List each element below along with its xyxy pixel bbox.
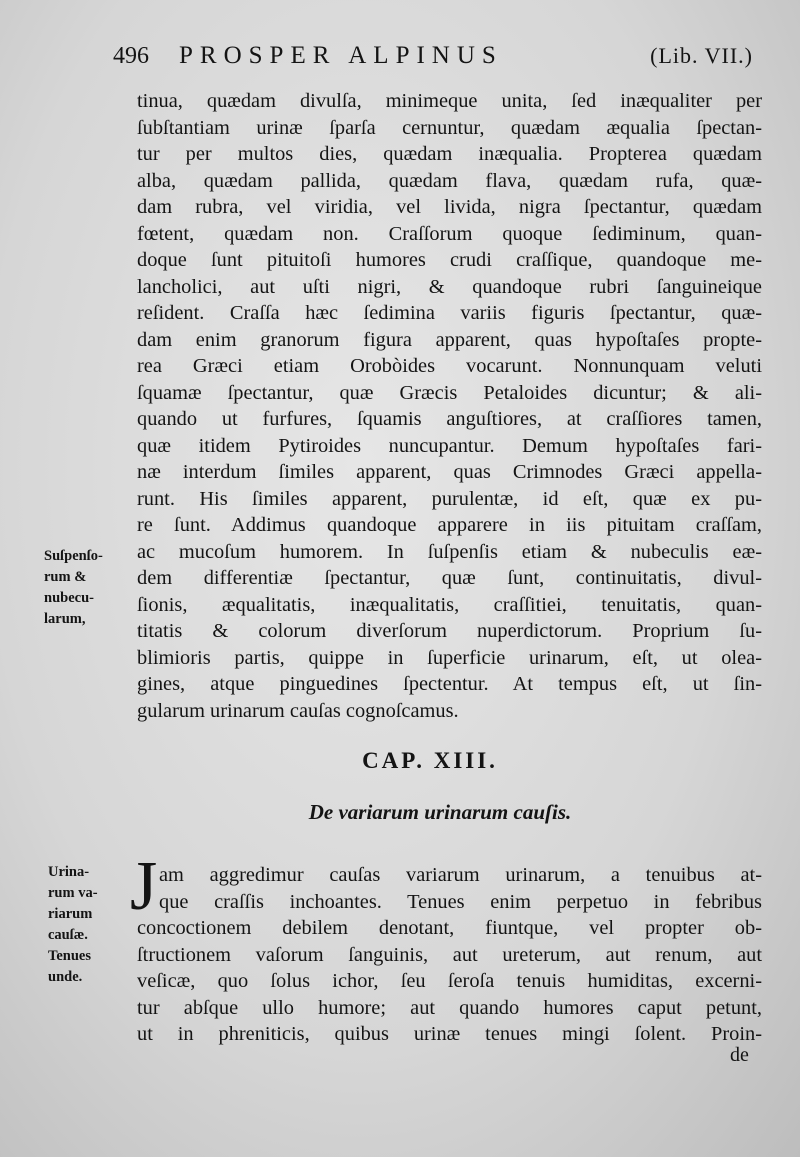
book-reference: (Lib. VII.): [650, 43, 753, 68]
body-text: [137, 88, 762, 724]
text-line: dam rubra, vel viridia, vel livida, nigra ſpectantur, quædam: [137, 196, 762, 218]
text-line: tur per multos dies, quædam inæqualia. Propterea quædam: [137, 143, 762, 165]
text-line: ut in phreniticis, quibus urinæ tenues mingi ſolent. Proin-: [137, 1023, 762, 1045]
margin-note-line: larum,: [44, 611, 86, 627]
page-header: [113, 42, 753, 78]
chapter-heading: CAP. XIII.: [362, 748, 498, 773]
margin-note-line: cauſæ.: [48, 927, 88, 943]
text-line: dam enim granorum figura apparent, quas hypoſtaſes propte-: [137, 328, 762, 351]
catchword: de: [730, 1044, 749, 1066]
text-line: runt. His ſimiles apparent, purulentæ, id eſt, quæ ex pu-: [137, 487, 762, 510]
text-line: tur abſque ullo humore; aut quando humores caput petunt,: [137, 996, 762, 1019]
text-line: quando ut furfures, ſquamis anguſtiores, at craſſiores tamen,: [137, 408, 762, 430]
margin-note-line: Urina-: [48, 864, 90, 880]
text-line: que craſſis inchoantes. Tenues enim perpetuo in febribus: [159, 890, 762, 913]
text-line: dem differentiæ ſpectantur, quæ ſunt, continuitatis, divul-: [137, 567, 762, 589]
text-line: ſtructionem vaſorum ſanguinis, aut ureterum, aut renum, aut: [137, 943, 762, 966]
margin-note-urinarum: [48, 862, 98, 988]
text-line: ſquamæ ſpectantur, quæ Græcis Petaloides dicuntur; & ali-: [137, 381, 762, 404]
text-line: næ interdum ſimiles apparent, quas Crimnodes Græci appella-: [137, 461, 762, 483]
text-line: re ſunt. Addimus quandoque apparere in iis pituitam craſſam,: [137, 514, 762, 536]
margin-note-line: rum va-: [48, 885, 98, 901]
text-line: quæ itidem Pytiroides nuncupantur. Demum hypoſtaſes fari-: [137, 434, 762, 457]
margin-note-line: rum &: [44, 569, 87, 585]
margin-note-suspensorum: [44, 546, 103, 630]
text-line: gularum urinarum cauſas cognoſcamus.: [137, 699, 459, 722]
running-title: PROSPER ALPINUS: [179, 42, 503, 69]
text-line: tinua, quædam divulſa, minimeque unita, ſed inæqualiter per: [137, 90, 762, 112]
text-line: doque ſunt pituitoſi humores crudi craſſique, quandoque me-: [137, 249, 762, 271]
text-line: rea Græci etiam Orobòides vocarunt. Nonnunquam veluti: [137, 355, 762, 377]
text-line: veſicæ, quo ſolus ichor, ſeu ſeroſa tenuis humiditas, excerni-: [137, 970, 762, 992]
text-line: fœtent, quædam non. Craſſorum quoque ſediminum, quan-: [137, 222, 762, 245]
text-line: ſubſtantiam urinæ ſparſa cernuntur, quædam æqualia ſpectan-: [137, 116, 762, 139]
margin-note-line: riarum: [48, 906, 93, 922]
text-line: blimioris partis, quippe in ſuperficie urinarum, eſt, ut olea-: [137, 646, 762, 669]
text-line: am aggredimur cauſas variarum urinarum, a tenuibus at-: [159, 864, 762, 886]
text-line: lancholici, aut uſti nigri, & quandoque rubri ſanguineique: [137, 275, 762, 298]
text-line: ſionis, æqualitatis, inæqualitatis, craſſitiei, tenuitatis, quan-: [137, 593, 762, 616]
margin-note-line: nubecu-: [44, 590, 94, 606]
text-line: concoctionem debilem denotant, fiuntque, vel propter ob-: [137, 917, 762, 939]
margin-note-line: Suſpenſo-: [44, 548, 103, 564]
text-line: reſident. Craſſa hæc ſedimina variis figuris ſpectantur, quæ-: [137, 302, 762, 324]
drop-cap: J: [130, 848, 158, 925]
text-line: titatis & colorum diverſorum nuperdictorum. Proprium ſu-: [137, 620, 762, 642]
text-line: gines, atque pinguedines ſpectentur. At tempus eſt, ut ſin-: [137, 673, 762, 695]
chapter-text: [137, 862, 762, 1048]
text-line: alba, quædam pallida, quædam flava, quædam rufa, quæ-: [137, 169, 762, 192]
page-number: 496: [113, 43, 149, 69]
margin-note-line: Tenues: [48, 948, 91, 964]
chapter-subtitle: De variarum urinarum cauſis.: [308, 800, 572, 824]
text-line: ac mucoſum humorem. In ſuſpenſis etiam & nubeculis eæ-: [137, 540, 762, 563]
margin-note-line: unde.: [48, 969, 83, 985]
